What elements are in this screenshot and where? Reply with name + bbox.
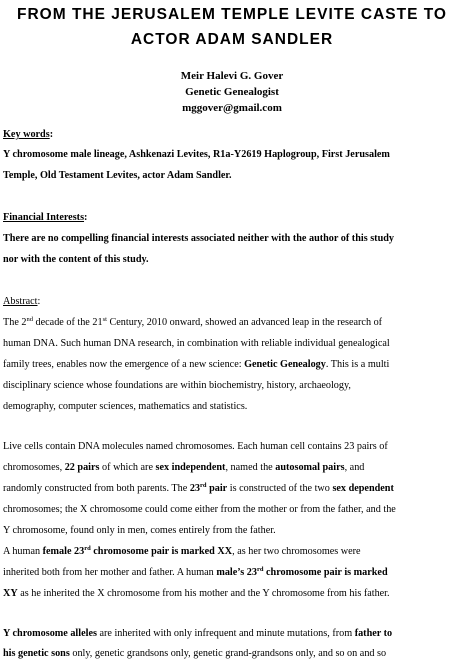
abstract-p3-line-1: Y chromosome alleles are inherited with only infrequent and minute mutations, from father to: [3, 628, 393, 639]
paper-title-line-2: ACTOR ADAM SANDLER: [130, 31, 334, 48]
keywords-heading-line: Key words:: [3, 129, 54, 140]
abstract-heading: Abstract: [3, 296, 38, 307]
abstract-p2-line-3: randomly constructed from both parents. The 23rd pair is constructed of the two sex dependent: [3, 482, 394, 494]
financial-line-2: nor with the content of this study.: [3, 254, 149, 265]
keywords-line-1: [3, 148, 463, 161]
abstract-p2-line-5: Y chromosome, found only in men, comes entirely from the father.: [3, 525, 276, 536]
abstract-p2-line-6: A human female 23rd chromosome pair is marked XX, as her two chromosomes were: [3, 545, 361, 557]
author-email: mggover@gmail.com: [182, 102, 282, 114]
abstract-p1-line-3: family trees, enables now the emergence of a new science: Genetic Genealogy. This is a multi: [3, 359, 390, 370]
author-role: Genetic Genealogist: [185, 86, 279, 98]
paper-title-line-1: FROM THE JERUSALEM TEMPLE LEVITE CASTE TO: [17, 6, 447, 23]
abstract-p2-line-8: XY as he inherited the X chromosome from his mother and the Y chromosome from his father.: [3, 588, 390, 599]
financial-heading: Financial Interests: [3, 212, 85, 223]
keywords-text-1: Y chromosome male lineage, Ashkenazi Levites, R1a-Y2619 Haplogroup, First Jerusalem: [3, 149, 390, 160]
abstract-p1-line-1: The 2nd decade of the 21st Century, 2010 onward, showed an advanced leap in the research of: [3, 316, 383, 328]
abstract-p2-line-1: Live cells contain DNA molecules named chromosomes. Each human cell contains 23 pairs of: [3, 441, 388, 452]
abstract-heading-line: Abstract:: [3, 296, 41, 307]
abstract-p2-line-4: chromosomes; the X chromosome could come either from the mother or from the father, and the: [3, 504, 396, 515]
abstract-p2-line-7: inherited both from her mother and father. A human male’s 23rd chromosome pair is marked: [3, 566, 388, 578]
financial-text-1: There are no compelling financial interests associated neither with the author of this study: [3, 233, 394, 244]
abstract-p1-line-4: disciplinary science whose foundations are within biochemistry, history, archaeology,: [3, 380, 351, 391]
abstract-p1-line-2: human DNA. Such human DNA research, in combination with reliable individual genealogical: [3, 338, 390, 349]
abstract-p2-line-2: chromosomes, 22 pairs of which are sex independent, named the autosomal pairs, and: [3, 462, 365, 473]
author-name: Meir Halevi G. Gover: [180, 70, 284, 82]
financial-heading-line: Financial Interests:: [3, 212, 88, 223]
financial-line-1: [3, 232, 463, 245]
abstract-p1-line-5: demography, computer sciences, mathematics and statistics.: [3, 401, 248, 412]
abstract-p3-line-2: his genetic sons only, genetic grandsons only, genetic grand-grandsons only, and so on and so: [3, 648, 387, 659]
keywords-line-2: Temple, Old Testament Levites, actor Adam Sandler.: [3, 170, 232, 181]
keywords-heading: Key words: [3, 129, 50, 140]
